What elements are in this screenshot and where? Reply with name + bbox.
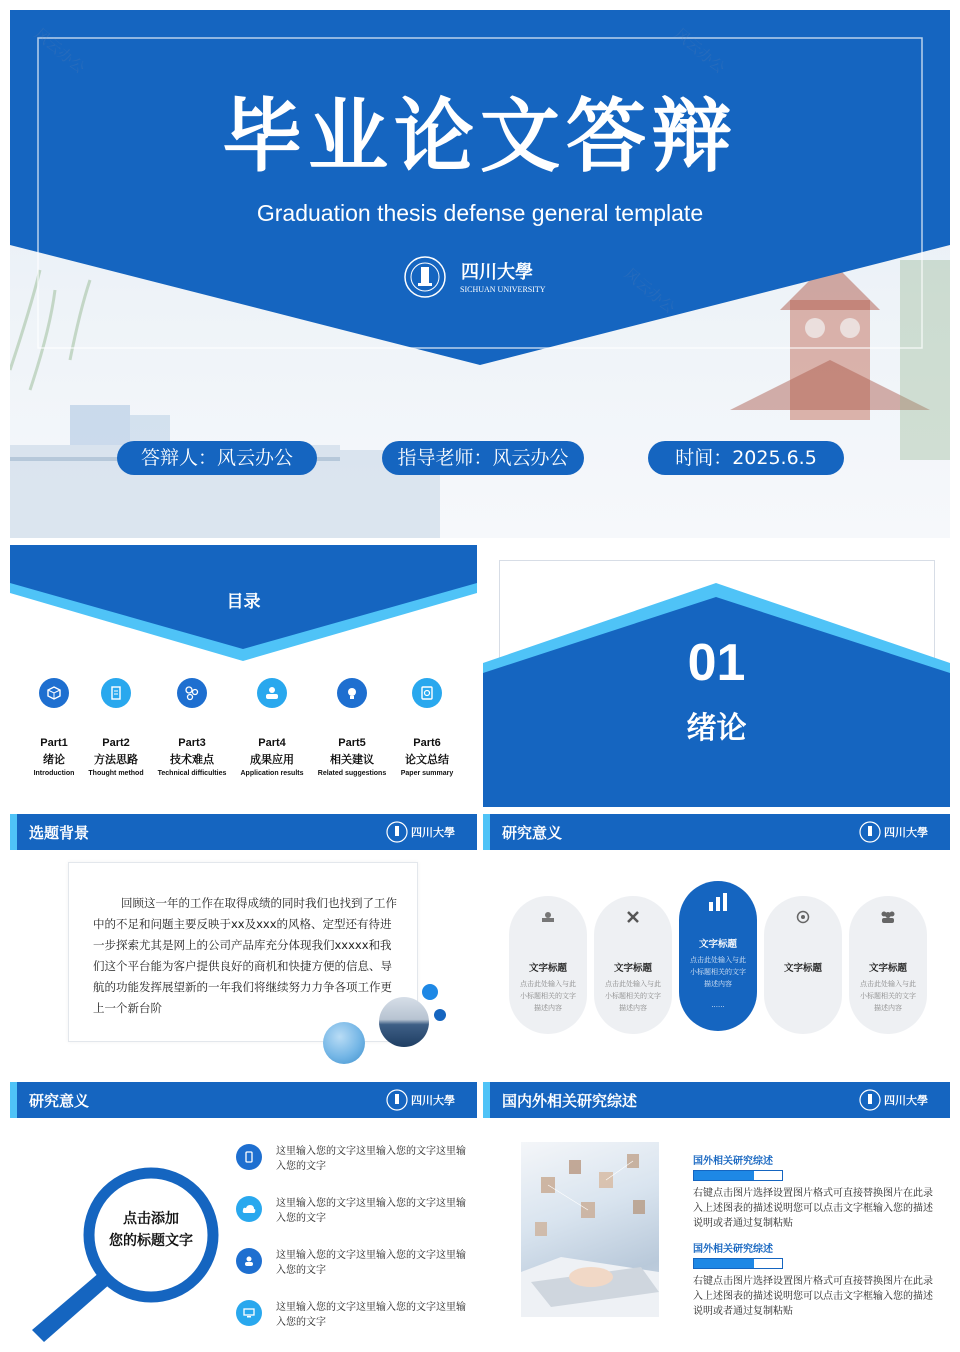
background-slide	[10, 814, 477, 1076]
toc-part-2[interactable]	[79, 678, 153, 777]
slide-header	[483, 1082, 950, 1118]
significance-slide-2	[10, 1082, 477, 1344]
cloud-icon	[236, 1196, 262, 1222]
significance-card[interactable]	[849, 896, 927, 1034]
cover-subtitle: Graduation thesis defense general template	[256, 200, 704, 226]
network-icon	[177, 678, 207, 708]
part-number: Part5	[338, 737, 366, 749]
card-desc: 点击此处输入与此小标题相关的文字描述内容	[690, 956, 746, 988]
part-subtitle: Related suggestions	[317, 770, 387, 777]
cube-icon	[39, 678, 69, 708]
chapter-title: 绪论	[686, 711, 747, 746]
chapter-slide	[483, 545, 950, 807]
logo-text-cn: 四川大學	[884, 1094, 928, 1107]
card-title: 文字标题	[528, 963, 567, 974]
part-number: Part2	[102, 737, 130, 749]
part-subtitle: Application results	[240, 770, 304, 777]
toc-part-3[interactable]	[155, 678, 229, 777]
magnifier-title[interactable]: 点击添加 您的标题文字	[109, 1211, 193, 1249]
slide-header	[10, 814, 477, 850]
card-title: 文字标题	[868, 963, 907, 974]
logo-text-en: SICHUAN UNIVERSITY	[460, 285, 546, 294]
part-subtitle: Technical difficulties	[157, 770, 227, 777]
logo-text-cn: 四川大學	[411, 826, 455, 839]
significance-card[interactable]	[594, 896, 672, 1034]
university-logo	[858, 819, 938, 845]
review-section-1	[693, 1152, 938, 1231]
header-accent	[10, 1082, 17, 1118]
part-number: Part4	[258, 737, 286, 749]
advisor-pill: 指导老师：风云办公	[382, 441, 584, 475]
part-title: 成果应用	[250, 753, 294, 766]
presenter-icon	[257, 678, 287, 708]
laptop-network-image[interactable]	[521, 1142, 659, 1317]
part-subtitle: Thought method	[88, 770, 144, 777]
watermark: 风云办公	[620, 264, 679, 318]
list-item-text: 这里输入您的文字这里输入您的文字这里输入您的文字	[276, 1302, 466, 1328]
toc-slide	[10, 545, 477, 807]
card-desc: 点击此处输入与此小标题相关的文字描述内容	[520, 980, 576, 1012]
tools-icon	[594, 906, 672, 928]
monitor-icon	[236, 1300, 262, 1326]
user-icon	[236, 1248, 262, 1274]
toc-part-5[interactable]	[315, 678, 389, 777]
background-card	[68, 862, 418, 1042]
university-logo	[858, 1087, 938, 1113]
header-accent	[10, 814, 17, 850]
section-title: 国外相关研究综述	[693, 1244, 773, 1255]
header-accent	[483, 1082, 490, 1118]
sea-photo	[379, 997, 429, 1047]
part-subtitle: Introduction	[33, 770, 75, 777]
document-icon	[101, 678, 131, 708]
slide-header-title: 国内外相关研究综述	[502, 1092, 638, 1110]
section-text: 右键点击图片选择设置图片格式可直接替换图片在此录入上述图表的描述说明您可以点击文字框输入您的描述说明或者通过复制粘贴	[693, 1276, 933, 1317]
phone-icon	[236, 1144, 262, 1170]
lightbulb-icon	[337, 678, 367, 708]
presenter-pill: 答辩人：风云办公	[117, 441, 317, 475]
part-title: 方法思路	[94, 753, 138, 766]
toc-title: 目录	[226, 592, 261, 612]
slide-header-title: 选题背景	[29, 824, 90, 842]
card-title: 文字标题	[783, 963, 822, 974]
part-number: Part3	[178, 737, 206, 749]
background-paragraph: 回顾这一年的工作在取得成绩的同时我们也找到了工作中的不足和问题主要反映于xx及xxx的风格、定型还有待进一步探索尤其是网上的公司产品库充分体现我们xxxxx和我们这个平台能为客户提供良好的商机和快捷方便的信息、导航的功能发挥展望新的一年我们将继续努力力争各项工作更上一个新台阶	[93, 896, 397, 1015]
university-logo	[385, 1087, 465, 1113]
target-icon	[764, 906, 842, 928]
chapter-number: 01	[687, 634, 746, 692]
logo-text-cn: 四川大學	[411, 1094, 455, 1107]
section-text: 右键点击图片选择设置图片格式可直接替换图片在此录入上述图表的描述说明您可以点击文字框输入您的描述说明或者通过复制粘贴	[693, 1188, 933, 1229]
chart-icon	[509, 906, 587, 928]
watermark: 风云办公	[670, 24, 729, 78]
review-section-2	[693, 1240, 938, 1319]
date-pill: 时间：2025.6.5	[648, 441, 844, 475]
card-desc: 点击此处输入与此小标题相关的文字描述内容	[605, 980, 661, 1012]
toc-part-4[interactable]	[235, 678, 309, 777]
section-bar	[693, 1170, 783, 1181]
sky-photo	[323, 1022, 365, 1064]
cover-slide	[10, 10, 950, 538]
logo-text-cn: 四川大學	[461, 262, 533, 283]
part-number: Part6	[413, 737, 441, 749]
part-subtitle: Paper summary	[400, 770, 454, 777]
significance-card-active[interactable]	[679, 881, 757, 1031]
card-title: 文字标题	[698, 939, 737, 950]
significance-slide-1	[483, 814, 950, 1076]
bar-chart-icon	[679, 891, 757, 913]
part-title: 绪论	[43, 753, 65, 766]
slide-header-title: 研究意义	[502, 824, 563, 842]
list-item-text: 这里输入您的文字这里输入您的文字这里输入您的文字	[276, 1146, 466, 1172]
team-icon	[849, 906, 927, 928]
slide-header	[483, 814, 950, 850]
section-bar	[693, 1258, 783, 1269]
slide-header	[10, 1082, 477, 1118]
report-icon	[412, 678, 442, 708]
cover-title: 毕业论文答辩	[222, 90, 738, 183]
review-slide	[483, 1082, 950, 1344]
university-logo	[385, 819, 465, 845]
part-title: 相关建议	[330, 753, 374, 766]
significance-card[interactable]	[509, 896, 587, 1034]
part-number: Part1	[40, 737, 68, 749]
list-item-text: 这里输入您的文字这里输入您的文字这里输入您的文字	[276, 1250, 466, 1276]
list-item-text: 这里输入您的文字这里输入您的文字这里输入您的文字	[276, 1198, 466, 1224]
logo-text-cn: 四川大學	[884, 826, 928, 839]
decor-dot	[422, 984, 438, 1000]
toc-part-6[interactable]	[390, 678, 464, 777]
significance-card[interactable]	[764, 896, 842, 1034]
card-title: 文字标题	[613, 963, 652, 974]
slide-header-title: 研究意义	[29, 1092, 90, 1110]
watermark: 风云办公	[30, 24, 89, 78]
card-dots: ......	[711, 1001, 725, 1009]
part-title: 技术难点	[170, 753, 214, 766]
section-title: 国外相关研究综述	[693, 1156, 773, 1167]
part-title: 论文总结	[405, 753, 449, 766]
card-desc: 点击此处输入与此小标题相关的文字描述内容	[860, 980, 916, 1012]
header-accent	[483, 814, 490, 850]
decor-dot	[434, 1009, 446, 1021]
